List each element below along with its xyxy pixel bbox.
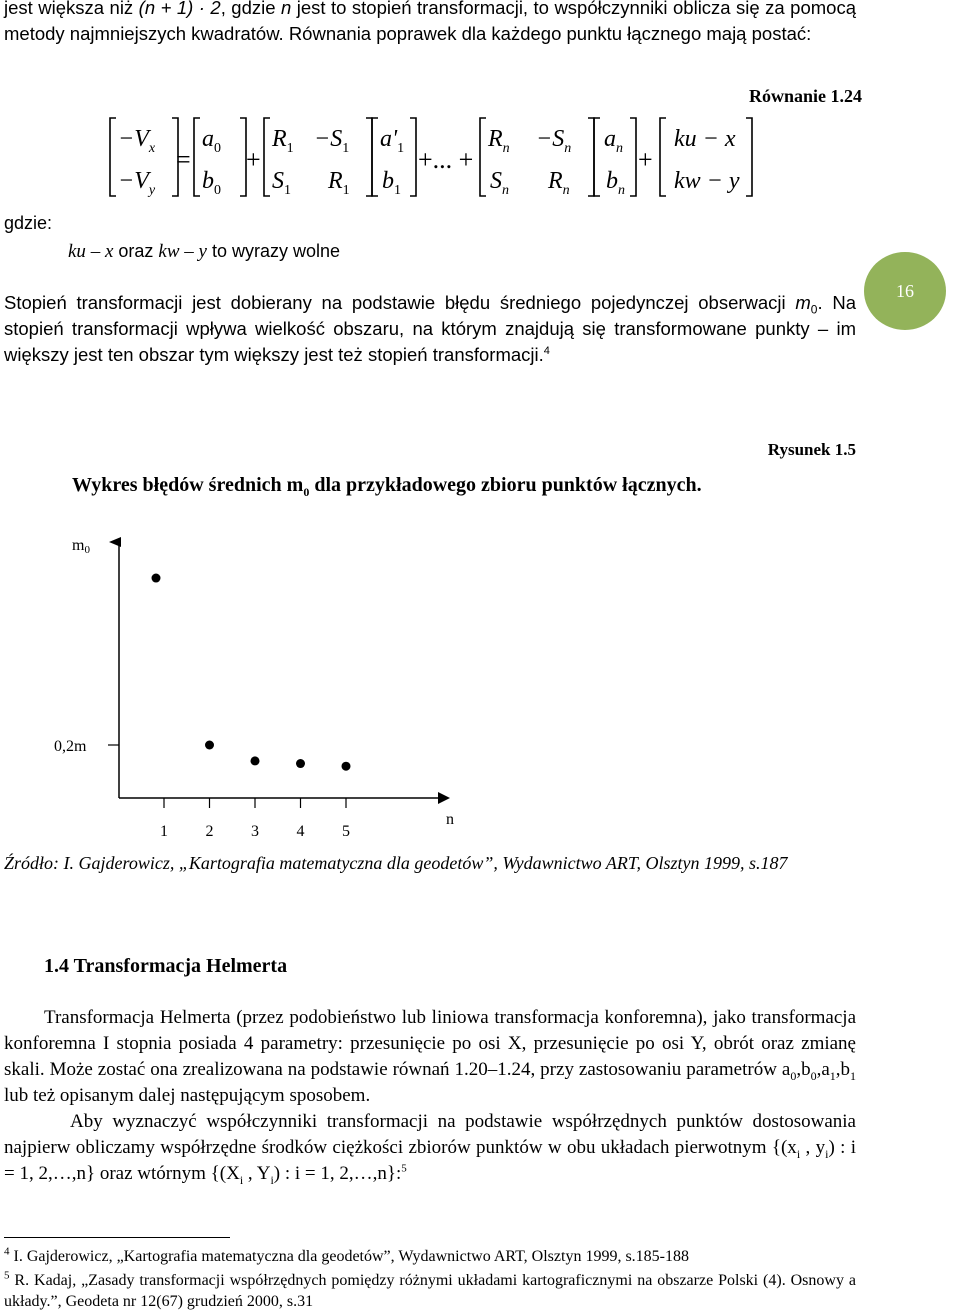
data-point — [296, 759, 305, 768]
helmert-paragraph-2: Aby wyznaczyć współczynniki transformacji na podstawie współrzędnych punktów dostosowania najpierw obliczamy współrzędne środków ciężkości zbiorów punktów w obu układach pierwotnym {($x_i$ , $y_i$) : i = 1, 2,…,n} oraz wtórnym {($X_i$ , $Y_i$) : i = 1, 2,…,n}:$^5$ — [4, 1111, 856, 1187]
an: a — [604, 126, 616, 152]
footnote-ref-5: 5 — [401, 1162, 407, 1175]
gdzie-label: gdzie: — [4, 213, 53, 233]
intro-paragraph: jest większa niż (n + 1) · 2, gdzie n jest to stopień transformacji, to współczynniki oblicza się za pomocą metody najmniejszych kwadratów. Równania poprawek dla każdego punktu łącznego mają postać: — [4, 0, 857, 44]
svg-text:bn: $b_n$ — [606, 168, 625, 198]
lhs-top: −V — [118, 126, 149, 152]
x-axis-arrow — [438, 792, 450, 804]
a1-prime: a' — [380, 126, 398, 152]
free-terms-line: ku – x oraz kw – y to wyrazy wolne — [68, 241, 341, 262]
x-tick-label: 2 — [205, 823, 214, 840]
lhs-bottom: −V — [118, 168, 149, 194]
svg-text:a0: $a_0$ — [202, 126, 221, 156]
data-point — [342, 762, 351, 771]
plus-sign: + — [246, 145, 261, 174]
svg-text:a'1: $a'_1$ — [380, 126, 405, 156]
R1: R — [272, 126, 287, 152]
svg-text:R1: $R_1$ — [272, 126, 294, 156]
degree-paragraph: Stopień transformacji jest dobierany na podstawie błędu średniego pojedynczej obserwacji $m_0$. Na stopień transformacji wpływa wielkość obszaru, na którym znajdują się transformowane punkty – im większy jest ten obszar tym większy jest też stopień transformacji.$^4$ — [4, 292, 856, 365]
svg-text:R1: $R_1$ — [328, 168, 350, 198]
equals-sign: = — [176, 145, 191, 174]
svg-text:S1: $S_1$ — [272, 168, 291, 198]
equation-1-24 — [100, 114, 760, 200]
Sn: S — [490, 168, 502, 194]
page-number-badge: 16 — [864, 252, 946, 330]
data-point — [205, 741, 214, 750]
S1: S — [272, 168, 284, 194]
footnote-separator — [4, 1237, 230, 1238]
figure-label: Rysunek 1.5 — [767, 440, 856, 459]
svg-text:Sn: $S_n$ — [490, 168, 509, 198]
ku-minus-x: ku − x — [674, 126, 736, 152]
figure-title: Wykres błędów średnich $m_0$ dla przykładowego zbioru punktów łącznych. — [72, 474, 702, 499]
svg-text:an: $a_n$ — [604, 126, 623, 156]
equation-label: Równanie 1.24 — [748, 86, 862, 106]
x-tick-label: 1 — [160, 823, 168, 840]
x-tick-label: 5 — [342, 823, 350, 840]
plus-dots-plus: +... + — [418, 145, 474, 174]
plus-sign-2: + — [638, 145, 653, 174]
Rn: R — [488, 126, 503, 152]
svg-text:b1: $b_1$ — [382, 168, 401, 198]
svg-text:Rn: $R_n$ — [548, 168, 570, 198]
a0: a — [202, 126, 214, 152]
svg-text:b0: $b_0$ — [202, 168, 221, 198]
helmert-text — [4, 1005, 856, 1187]
footnote-ref-4: 4 — [543, 344, 550, 357]
kw-minus-y: kw − y — [674, 168, 740, 194]
helmert-paragraph-1: Transformacja Helmerta (przez podobieństwo lub liniowa transformacja konforemna), jako transformacja konforemna I stopnia posiada 4 parametry: przesunięcie po osi X, przesunięcie po osi Y, obrót oraz zmianę skali. Może zostać ona zrealizowana na podstawie równań 1.20–1.24, przy zastosowaniu parametrów $a_0,b_0,a_1,b_1$ lub też opisanym dalej następującym sposobem. — [4, 1007, 856, 1106]
data-point — [152, 574, 161, 583]
x-tick-label: 4 — [296, 823, 305, 840]
minus-S1: −S — [314, 126, 343, 152]
svg-text:−S1: $-S_1$ — [314, 126, 350, 156]
Rn-bottom: R — [548, 168, 563, 194]
y-axis-label: m0 — [72, 537, 90, 556]
b1: b — [382, 168, 394, 194]
svg-text:−Vy: $-V_y$ — [118, 168, 156, 198]
section-heading: 1.4 Transformacja Helmerta — [44, 955, 288, 977]
svg-text:−Sn: $-S_n$ — [536, 126, 572, 156]
R1-bottom: R — [328, 168, 343, 194]
bn: b — [606, 168, 618, 194]
figure-source: Źródło: I. Gajderowicz, „Kartografia matematyczna dla geodetów”, Wydawnictwo ART, Olsztyn 1999, s.187 — [4, 853, 788, 873]
minus-Sn: −S — [536, 126, 565, 152]
x-tick-label: 3 — [251, 823, 259, 840]
svg-text:−Vx: $-V_x$ — [118, 126, 156, 156]
error-scatter-chart — [0, 530, 500, 850]
x-axis-label: n — [446, 811, 454, 828]
b0: b — [202, 168, 214, 194]
y-tick-label: 0,2m — [54, 738, 87, 755]
footnote-4: $^4$ I. Gajderowicz, „Kartografia matematyczna dla geodetów”, Wydawnictwo ART, Olsztyn 1999, s.185-188 — [4, 1245, 689, 1265]
svg-text:Rn: $R_n$ — [488, 126, 510, 156]
data-point — [251, 756, 260, 765]
footnote-5: $^5$ R. Kadaj, „Zasady transformacji współrzędnych pomiędzy różnymi układami kartograficznymi na obszarze Polski (4). Osnowy a układy.”, Geodeta nr 12(67) grudzień 2000, s.31 — [4, 1269, 856, 1310]
